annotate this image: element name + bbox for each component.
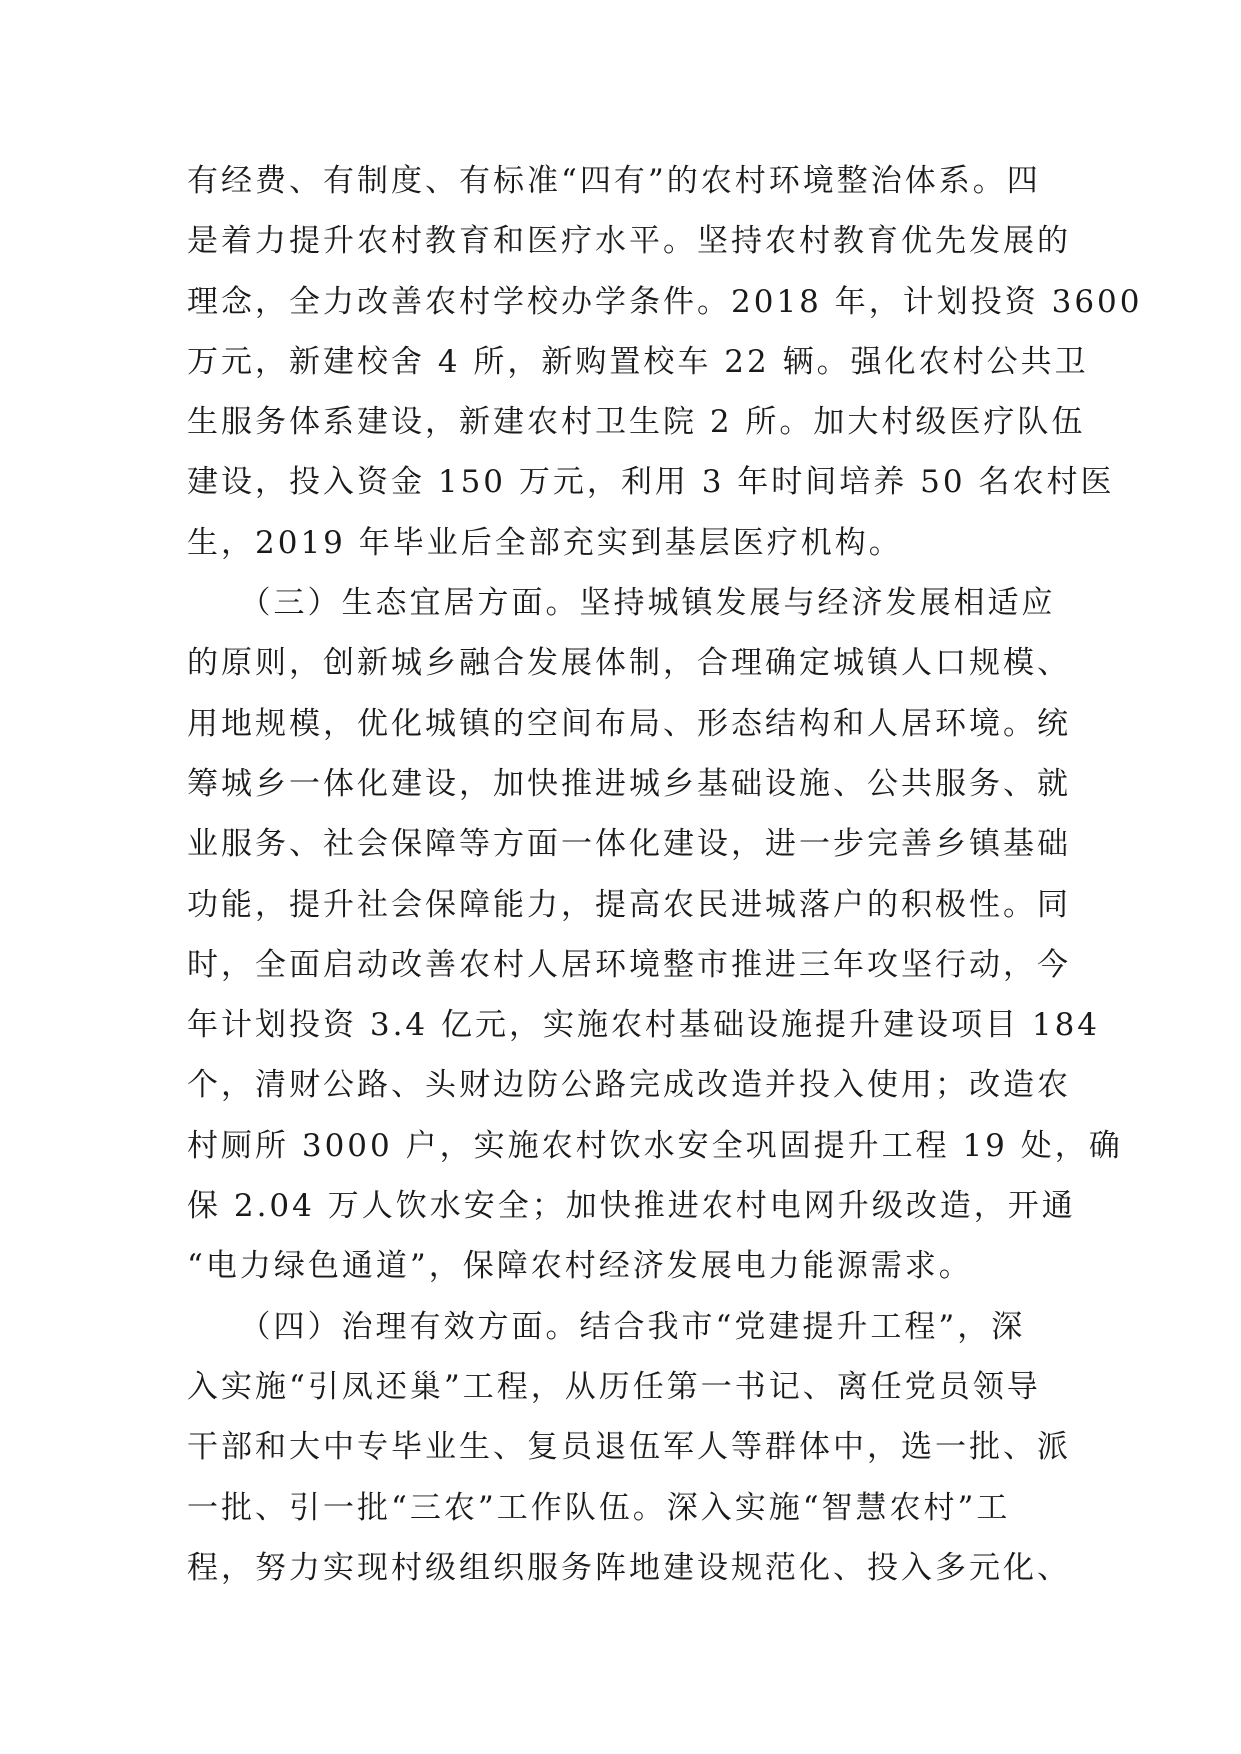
text-line: 生服务体系建设，新建农村卫生院 2 所。加大村级医疗队伍 <box>187 404 1086 441</box>
text-line: 建设，投入资金 150 万元，利用 3 年时间培养 50 名农村医 <box>187 464 1115 501</box>
body-text <box>187 151 1143 1598</box>
text-line: “电力绿色通道”，保障农村经济发展电力能源需求。 <box>187 1248 973 1285</box>
text-line: 筹城乡一体化建设，加快推进城乡基础设施、公共服务、就 <box>187 765 1071 802</box>
text-line: 程，努力实现村级组织服务阵地建设规范化、投入多元化、 <box>187 1549 1071 1586</box>
text-line: 理念，全力改善农村学校办学条件。2018 年，计划投资 3600 <box>187 283 1143 320</box>
text-line: 用地规模，优化城镇的空间布局、形态结构和人居环境。统 <box>187 705 1071 742</box>
text-line: 时，全面启动改善农村人居环境整市推进三年攻坚行动，今 <box>187 946 1071 983</box>
text-line: 有经费、有制度、有标准“四有”的农村环境整治体系。四 <box>187 163 1041 199</box>
text-line: 的原则，创新城乡融合发展体制，合理确定城镇人口规模、 <box>187 645 1071 682</box>
text-line: 个，清财公路、头财边防公路完成改造并投入使用；改造农 <box>187 1067 1071 1104</box>
text-line: 业服务、社会保障等方面一体化建设，进一步完善乡镇基础 <box>187 826 1071 863</box>
text-line: 入实施“引凤还巢”工程，从历任第一书记、离任党员领导 <box>187 1368 1041 1405</box>
text-line: 年计划投资 3.4 亿元，实施农村基础设施提升建设项目 184 <box>187 1007 1101 1044</box>
text-line: 功能，提升社会保障能力，提高农民进城落户的积极性。同 <box>187 886 1071 923</box>
text-line: （四）治理有效方面。结合我市“党建提升工程”，深 <box>187 1308 1026 1345</box>
text-line: 生，2019 年毕业后全部充实到基层医疗机构。 <box>187 524 903 561</box>
text-line: 是着力提升农村教育和医疗水平。坚持农村教育优先发展的 <box>187 223 1071 260</box>
text-line: 万元，新建校舍 4 所，新购置校车 22 辆。强化农村公共卫 <box>187 343 1089 380</box>
text-line: 保 2.04 万人饮水安全；加快推进农村电网升级改造，开通 <box>187 1188 1076 1225</box>
text-line: 一批、引一批“三农”工作队伍。深入实施“智慧农村”工 <box>187 1489 1011 1526</box>
text-line: （三）生态宜居方面。坚持城镇发展与经济发展相适应 <box>187 585 1056 622</box>
text-line: 干部和大中专毕业生、复员退伍军人等群体中，选一批、派 <box>187 1429 1071 1466</box>
text-line: 村厕所 3000 户，实施农村饮水安全巩固提升工程 19 处，确 <box>187 1127 1123 1164</box>
